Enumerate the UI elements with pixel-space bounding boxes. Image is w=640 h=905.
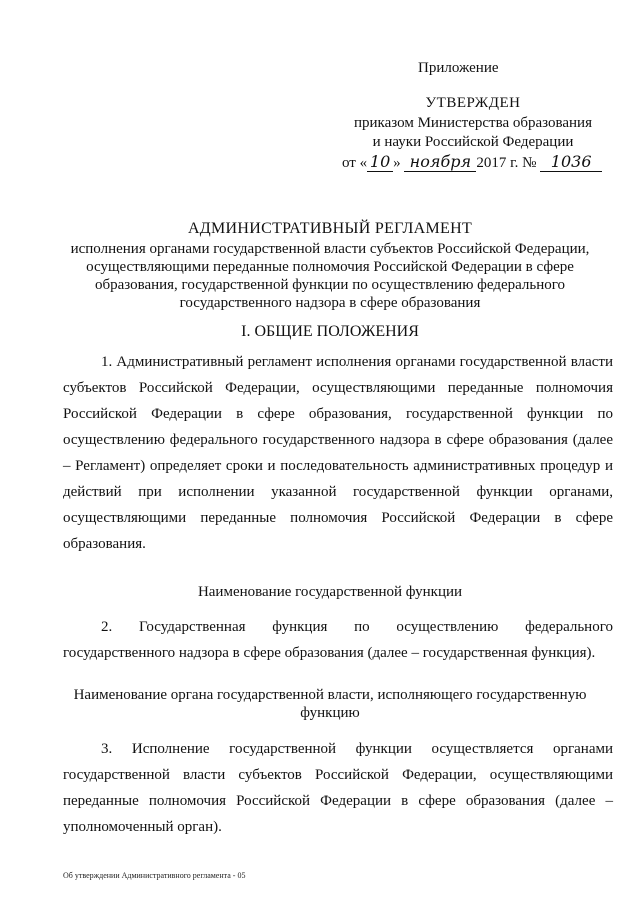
approved-title: УТВЕРЖДЕН bbox=[425, 95, 521, 111]
document-subtitle: исполнения органами государственной власти субъектов Российской Федерации, осуществляющими переданные полномочия Российской Федерации в сфере образования, государственной функции по осуществлению федерального государственного надзора в сфере образования bbox=[70, 241, 590, 311]
number-label: № bbox=[522, 155, 537, 171]
subheading-authority-name: Наименование органа государственной власти, исполняющего государственную функцию bbox=[73, 687, 587, 721]
date-month: ноября bbox=[404, 152, 476, 172]
paragraph-3: 3. Исполнение государственной функции осуществляется органами государственной власти субъектов Российской Федерации, осуществляющими переданные полномочия Российской Федерации в сфере образования (далее – уполномоченный орган). bbox=[63, 741, 613, 835]
date-prefix: от « bbox=[342, 155, 368, 171]
section-heading: I. ОБЩИЕ ПОЛОЖЕНИЯ bbox=[241, 323, 419, 340]
subheading-function-name: Наименование государственной функции bbox=[197, 584, 463, 600]
approved-by-line-1: приказом Министерства образования bbox=[354, 115, 592, 131]
date-day: 10 bbox=[367, 152, 393, 172]
order-date-line bbox=[342, 152, 608, 173]
approval-block bbox=[338, 94, 608, 173]
document-title: АДМИНИСТРАТИВНЫЙ РЕГЛАМЕНТ bbox=[187, 220, 473, 237]
date-year: 2017 г. bbox=[476, 155, 519, 171]
order-number: 1036 bbox=[540, 152, 602, 172]
paragraph-2: 2. Государственная функция по осуществлению федерального государственного надзора в сфере образования (далее – государственная функция). bbox=[63, 619, 613, 661]
appendix-label: Приложение bbox=[418, 60, 499, 76]
date-mid: » bbox=[393, 155, 401, 171]
approved-by-line-2: и науки Российской Федерации bbox=[372, 134, 574, 150]
page-footer: Об утверждении Административного регламента - 05 bbox=[63, 871, 246, 880]
paragraph-1: 1. Административный регламент исполнения органами государственной власти субъектов Российской Федерации, осуществляющими переданные полномочия Российской Федерации в сфере образования, государственной функции по осуществлению федерального государственного надзора в сфере образования (далее – Регламент) определяет сроки и последовательность административных процедур и действий при исполнении указанной государственной функции органами, осуществляющими переданные полномочия Российской Федерации в сфере образования. bbox=[63, 354, 613, 552]
